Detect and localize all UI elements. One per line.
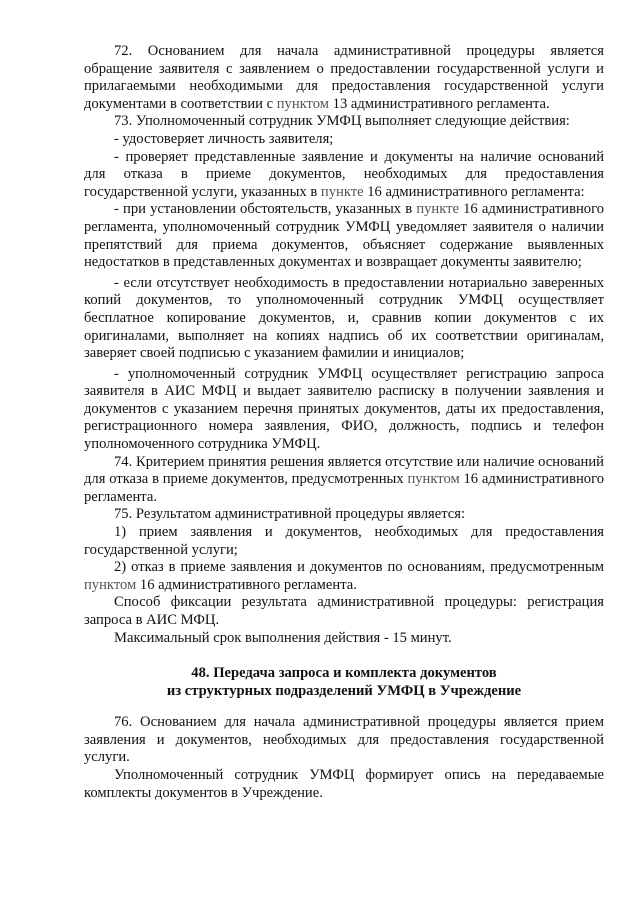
list-item-free-copying: - если отсутствует необходимость в предоставлении нотариально заверенных копий документов, то уполномоченный сотрудник УМФЦ осуществляет бесплатное копирование документов, и, сравнив копии документов с их оригиналами, выполняет на копиях надпись об их соответствии оригиналам, заверяет своей подписью с указанием фамилии и инициалов; xyxy=(84,274,604,362)
list-item-result-2: 2) отказ в приеме заявления и документов по основаниям, предусмотренным пунктом 16 административного регламента. xyxy=(84,559,604,593)
paragraph-fixation-method: Способ фиксации результата административной процедуры: регистрация запроса в АИС МФЦ. xyxy=(84,594,604,628)
paragraph-76: 76. Основанием для начала административной процедуры является прием заявления и документов, необходимых для предоставления государственной услуги. xyxy=(84,714,604,766)
paragraph-inventory: Уполномоченный сотрудник УМФЦ формирует опись на передаваемые комплекты документов в Учреждение. xyxy=(84,766,604,801)
section-heading-line-1: 48. Передача запроса и комплекта документов xyxy=(191,665,497,682)
list-item-refusal-circumstances: - при установлении обстоятельств, указанных в пункте 16 административного регламента, уполномоченный сотрудник УМФЦ уведомляет заявителя о наличии препятствий для приема документов, объясняет содержание выявленных недостатков в представленных документах и возвращает документы заявителю; xyxy=(84,201,604,271)
section-heading-line-2: из структурных подразделений УМФЦ в Учреждение xyxy=(166,683,522,700)
list-item-registration: - уполномоченный сотрудник УМФЦ осуществляет регистрацию запроса заявителя в АИС МФЦ и выдает заявителю расписку в получении заявления и документов с указанием перечня принятых документов, даты их предоставления, регистрационного номера заявления, ФИО, должность, подпись и телефон уполномоченного сотрудника УМФЦ. xyxy=(84,365,604,453)
section-heading xyxy=(84,664,604,700)
list-item-verify-identity: - удостоверяет личность заявителя; xyxy=(114,130,334,147)
paragraph-74: 74. Критерием принятия решения является отсутствие или наличие оснований для отказа в приеме документов, предусмотренных пунктом 16 административного регламента. xyxy=(84,453,604,505)
cross-reference-link[interactable]: пункте xyxy=(320,183,364,200)
paragraph-75: 75. Результатом административной процедуры является: xyxy=(114,506,466,523)
paragraph-max-duration: Максимальный срок выполнения действия - 15 минут. xyxy=(114,629,452,646)
list-item-check-documents: - проверяет представленные заявление и документы на наличие оснований для отказа в приеме документов, необходимых для предоставления государственной услуги, указанных в пункте 16 административного регламента: xyxy=(84,148,604,200)
list-item-result-1: 1) прием заявления и документов, необходимых для предоставления государственной услуги; xyxy=(84,524,604,558)
document-body xyxy=(84,43,604,802)
cross-reference-link[interactable]: пунктом xyxy=(276,95,329,112)
paragraph-72: 72. Основанием для начала административной процедуры является обращение заявителя с заявлением о предоставлении государственной услуги и прилагаемыми необходимыми для предоставления государственной услуги документами в соответствии с пунктом 13 административного регламента. xyxy=(84,43,604,112)
cross-reference-link[interactable]: пунктом xyxy=(407,471,460,488)
cross-reference-link[interactable]: пунктом xyxy=(84,576,137,593)
paragraph-73: 73. Уполномоченный сотрудник УМФЦ выполняет следующие действия: xyxy=(114,113,570,130)
cross-reference-link[interactable]: пункте xyxy=(416,201,459,218)
